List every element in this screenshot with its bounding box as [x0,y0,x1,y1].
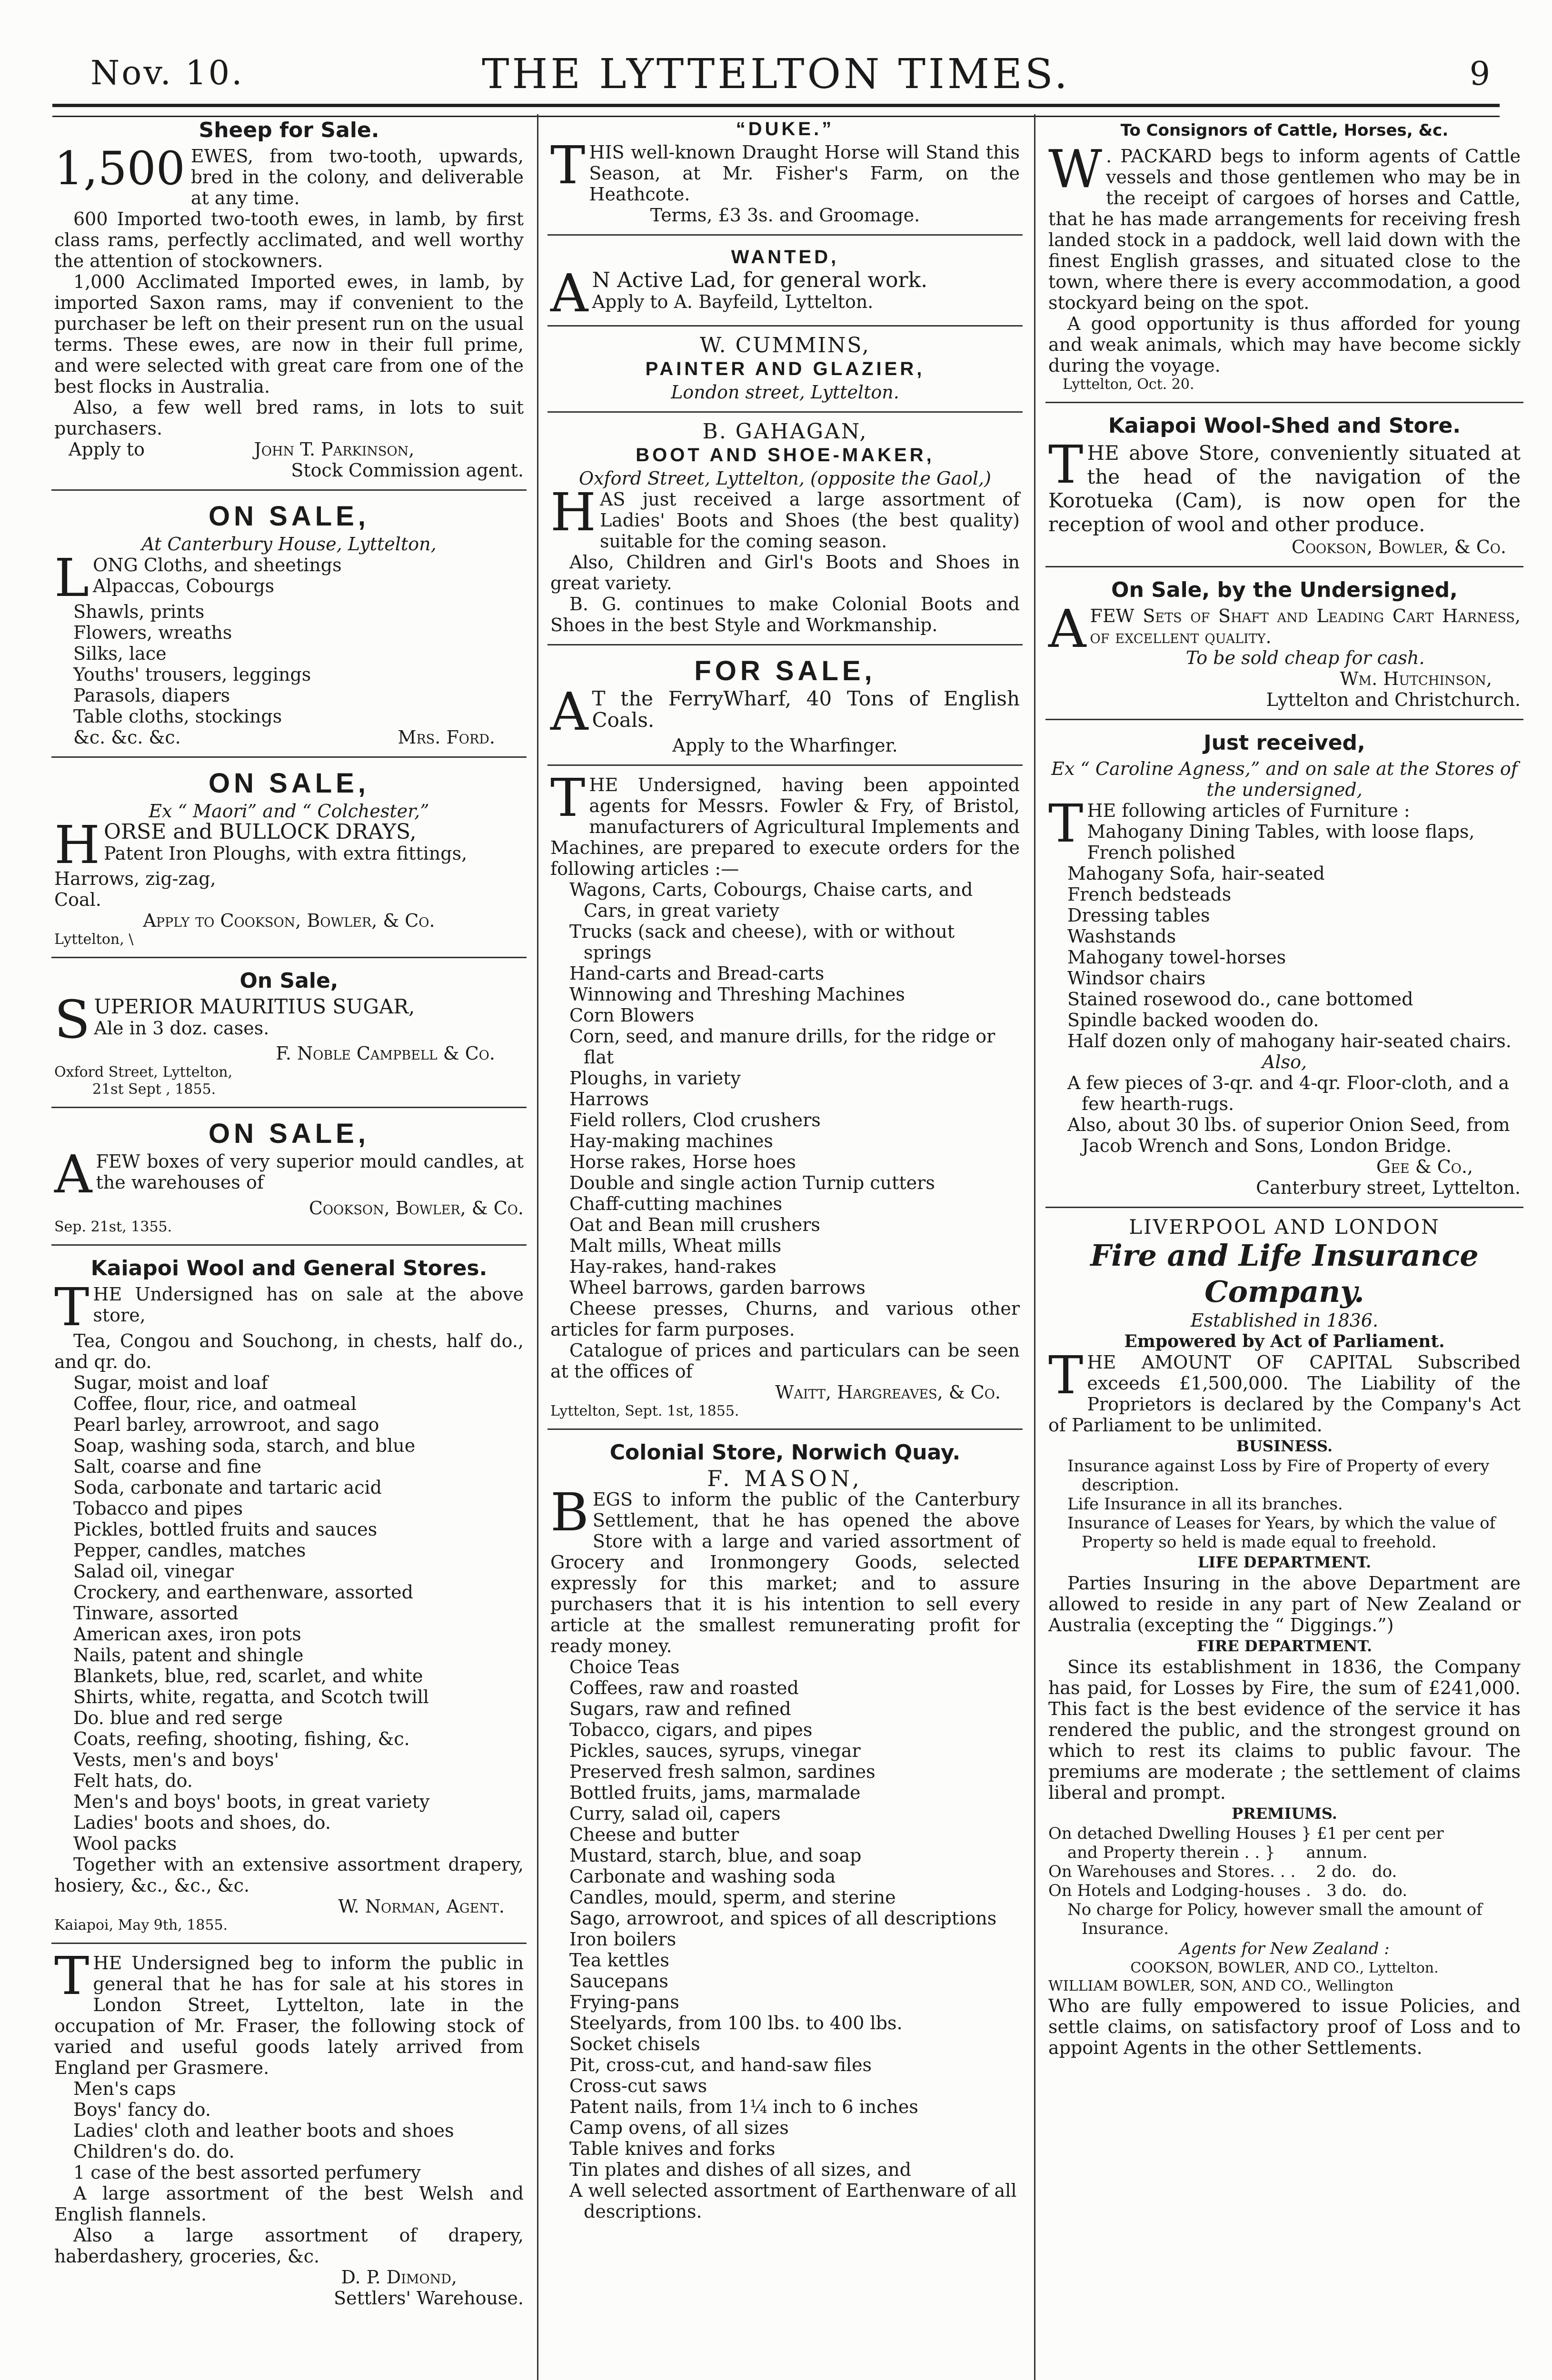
column-2 [547,114,1023,2380]
list-item: Harrows [569,1089,649,1110]
ad-text: ORSE and BULLOCK DRAYS, [103,820,417,844]
ad-address: Oxford Street, Lyttelton, (opposite the Gaol,) [579,468,991,489]
ad-for-sale-coals [547,652,1023,766]
ad-text: ONG Cloths, and sheetings [93,555,342,575]
ad-heading: W. CUMMINS, [700,333,870,357]
ad-sheep-for-sale [51,114,527,491]
list-item: Preserved fresh salmon, sardines [569,1761,875,1782]
ad-duke-horse [547,114,1023,236]
list-item: Steelyards, from 100 lbs. to 400 lbs. [569,2013,903,2033]
ad-signature-title: Settlers' Warehouse. [334,2288,524,2309]
ad-text: Ale in 3 doz. cases. [94,1018,269,1039]
ad-text: A good opportunity is thus afforded for young and weak animals, which may have become sickly during the voyage. [1048,313,1521,376]
apply-line: Apply to A. Bayfeild, Lyttelton. [592,291,874,312]
ad-note: To be sold cheap for cash. [1185,647,1425,668]
list-item: Windsor chairs [1067,968,1206,989]
list-item: Pickles, bottled fruits and sauces [73,1519,378,1540]
ad-settlers-warehouse [51,1945,527,2317]
ad-b-gahagan [547,419,1023,645]
drop-cap: A [550,681,588,742]
list-item: Blankets, blue, red, scarlet, and white [73,1666,423,1686]
ad-address: Oxford Street, Lyttelton, [54,1064,233,1081]
list-item: Sago, arrowroot, and spices of all descriptions [569,1908,997,1929]
ad-heading: Just received, [1204,731,1365,755]
list-item: Sugar, moist and loaf [73,1372,268,1393]
ad-subheading: At Canterbury House, Lyttelton, [141,534,437,555]
list-item: Shirts, white, regatta, and Scotch twill [73,1686,429,1707]
established-line: Established in 1836. [1190,1310,1379,1331]
ad-text: UPERIOR MAURITIUS SUGAR, [94,995,415,1018]
drop-cap: T [550,767,586,828]
drop-cap: A [1048,598,1086,659]
list-item: Cheese and butter [569,1824,739,1845]
section-business: BUSINESS. [1236,1437,1333,1455]
list-item: Shawls, prints [73,601,205,622]
list-item: Vests, men's and boys' [73,1749,279,1770]
ad-date: 21st Sept , 1855. [92,1081,216,1098]
ad-text: HE Undersigned beg to inform the public in general that he has for sale at his stores in London Street, Lyttelton, late in the occupation of Mr. Fraser, the following stock of varied and useful goods lately arrived from England per Grasmere. [54,1953,524,2078]
ad-signature: F. Noble Campbell & Co. [276,1043,495,1064]
list-item: Patent nails, from 1¼ inch to 6 inches [569,2096,918,2117]
ad-colonial-store [547,1437,1023,2231]
issue-date: Nov. 10. [90,53,244,92]
ad-signature: Waitt, Hargreaves, & Co. [775,1382,1001,1403]
ad-text: HIS well-known Draught Horse will Stand this Season, at Mr. Fisher's Farm, on the Heathcote. [589,142,1020,205]
ad-text: HE above Store, conveniently situated at the head of the navigation of the Korotueka (Cam), is now open for the reception of wool and other produce. [1048,441,1521,536]
list-item: American axes, iron pots [73,1624,301,1645]
ad-heading: To Consignors of Cattle, Horses, &c. [1120,121,1449,140]
ad-proprietor: F. MASON, [707,1466,863,1491]
ad-text: Since its establishment in 1836, the Company has paid, for Losses by Fire, the sum of £241,000. This fact is the best evidence of the service it has rendered the public, and the strongest ground on which to rest its claims to public favour. The premiums are moderate ; the settlement of claims liberal and prompt. [1048,1656,1521,1803]
list-item: Men's caps [73,2078,176,2099]
list-item: Malt mills, Wheat mills [569,1235,782,1256]
drop-cap: A [550,263,588,324]
ad-date: Sep. 21st, 1355. [54,1219,172,1235]
premium-row: On Hotels and Lodging-houses . 3 do. do. [1048,1881,1408,1900]
ad-heading: B. GAHAGAN, [702,419,868,444]
premium-note: No charge for Policy, however small the amount of Insurance. [1067,1900,1482,1938]
list-item: Frying-pans [569,1992,679,2013]
ad-text: Also, about 30 lbs. of superior Onion Seed, from Jacob Wrench and Sons, London Bridge. [1067,1114,1510,1156]
column-1 [51,114,527,2380]
list-item: Felt hats, do. [73,1770,193,1791]
column-rule-1 [537,114,538,2380]
ad-text: FEW boxes of very superior mould candles, at the warehouses of [96,1151,524,1193]
list-item: Carbonate and washing soda [569,1866,836,1887]
business-item: Insurance against Loss by Fire of Property of every description. [1067,1457,1490,1495]
apply-line: Apply to the Wharfinger. [672,735,898,756]
business-item: Life Insurance in all its branches. [1067,1495,1343,1514]
list-item: Alpaccas, Cobourgs [93,575,275,596]
drop-cap: T [1048,1345,1084,1406]
agent-title: Stock Commission agent. [291,460,524,481]
ad-text: Patent Iron Ploughs, with extra fittings, [103,843,468,864]
ad-date: Lyttelton, Sept. 1st, 1855. [550,1403,739,1419]
list-item: Ladies' cloth and leather boots and shoes [73,2120,454,2141]
list-item: Soda, carbonate and tartaric acid [73,1477,382,1498]
list-item: Ploughs, in variety [569,1068,741,1089]
ad-text: B. G. continues to make Colonial Boots and Shoes in the best Style and Workmanship. [550,594,1020,635]
ad-signature: W. Norman, Agent. [338,1896,505,1917]
ad-text: . PACKARD begs to inform agents of Cattle vessels and those gentlemen who may be in the receipt of cargoes of horses and Cattle, that he has made arrangements for receiving fresh landed stock in a paddock, well laid down with the finest English grasses, and situated close to the town, where there is every accommodation, a good stockyard being on the spot. [1048,146,1521,313]
newspaper-title: THE LYTTELTON TIMES. [482,50,1070,98]
column-rule-2 [1034,114,1035,2380]
ad-text: Who are fully empowered to issue Policies, and settle claims, on satisfactory proof of Loss and to appoint Agents in the other Settlements. [1048,1995,1521,2058]
ad-signature-place: Canterbury street, Lyttelton. [1256,1177,1521,1198]
ad-text: Together with an extensive assortment drapery, hosiery, &c., &c., &c. [54,1854,524,1896]
drop-cap: A [54,1144,92,1205]
ad-horse-and-bullock-drays [51,764,527,958]
ad-text: Parties Insuring in the above Department are allowed to reside in any part of New Zealand or Australia (excepting the “ Diggings.”) [1048,1573,1521,1636]
ad-cart-harness [1045,574,1523,720]
list-item: Table cloths, stockings [73,706,282,727]
ad-text: FEW Sets of Shaft and Leading Cart Harness, of excellent quality. [1090,605,1521,647]
list-item: Tobacco, cigars, and pipes [569,1719,813,1740]
drop-cap: S [54,989,90,1050]
ad-text: HE following articles of Furniture : [1087,800,1410,821]
ad-mould-candles [51,1115,527,1246]
list-item: Parasols, diapers [73,685,230,706]
list-item: French bedsteads [1067,884,1232,905]
ad-furniture-just-received [1045,727,1523,1208]
ad-text: Catalogue of prices and particulars can be seen at the offices of [550,1340,1020,1382]
agent-name: John T. Parkinson, [254,439,415,460]
ad-text: Cheese presses, Churns, and various other articles for farm purposes. [550,1298,1020,1340]
list-item: Soap, washing soda, starch, and blue [73,1435,416,1456]
agents-heading: Agents for New Zealand : [1179,1939,1390,1958]
list-item: Flowers, wreaths [73,622,232,643]
ad-text: 1,000 Acclimated Imported ewes, in lamb, by imported Saxon rams, may if convenient to the purchaser be left on their present run on the usual terms. These ewes, are now in their full prime, and were selected with great care from one of the best flocks in Australia. [54,271,524,397]
ad-text: EWES, from two-tooth, upwards, bred in the colony, and deliverable at any time. [190,146,524,208]
drop-cap: T [1048,793,1084,854]
list-item: Coats, reefing, shooting, fishing, &c. [73,1728,410,1749]
list-item: Ladies' boots and shoes, do. [73,1812,331,1833]
ad-liverpool-london-insurance [1045,1215,1523,2067]
ad-text: Also a large assortment of drapery, haberdashery, groceries, &c. [54,2225,524,2267]
list-item: Salt, coarse and fine [73,1456,262,1477]
agent-line: COOKSON, BOWLER, AND CO., Lyttelton. [1130,1960,1439,1976]
ad-heading: Colonial Store, Norwich Quay. [609,1440,961,1465]
list-item: A well selected assortment of Earthenware of all descriptions. [569,2180,1017,2222]
ad-text: HE Undersigned, having been appointed agents for Messrs. Fowler & Fry, of Bristol, manufacturers of Agricultural Implements and Machines, are prepared to execute orders for the following articles :— [550,774,1020,879]
drop-cap: T [550,135,586,196]
masthead [52,46,1500,103]
column-3 [1045,114,1523,2380]
page-number: 9 [1469,55,1490,93]
agent-line: WILLIAM BOWLER, SON, AND CO., Wellington [1048,1978,1394,1994]
list-item: Boys' fancy do. [73,2099,211,2120]
ad-text: AS just received a large assortment of Ladies' Boots and Shoes (the best quality) suitable for the coming season. [599,489,1020,552]
ad-text: 1 case of the best assorted perfumery [73,2162,421,2183]
list-item: Half dozen only of mahogany hair-seated chairs. [1067,1031,1512,1051]
ad-heading: LIVERPOOL AND LONDON [1129,1215,1440,1239]
ad-text: Harrows, zig-zag, [54,868,216,889]
ad-subheading: Ex “ Caroline Agness,” and on sale at the Stores of the undersigned, [1051,758,1518,800]
drop-cap: L [54,547,90,608]
empowered-line: Empowered by Act of Parliament. [1124,1331,1445,1351]
ad-terms: Terms, £3 3s. and Groomage. [650,205,920,226]
ad-w-cummins [547,333,1023,413]
list-item: Corn Blowers [569,1005,695,1026]
list-item: Coffees, raw and roasted [569,1677,799,1698]
list-item: Candles, mould, sperm, and sterine [569,1887,896,1908]
list-item: Mahogany Sofa, hair-seated [1067,863,1325,884]
ad-place: Lyttelton, \ [54,931,134,948]
list-item: Salad oil, vinegar [73,1561,234,1582]
list-item: Dressing tables [1067,905,1210,926]
list-item: Tinware, assorted [73,1603,239,1624]
list-item: Table knives and forks [569,2138,776,2159]
ad-text: N Active Lad, for general work. [592,268,928,292]
list-item: Choice Teas [569,1656,680,1677]
list-item: Field rollers, Clod crushers [569,1110,821,1130]
ad-heading: Kaiapoi Wool-Shed and Store. [1108,414,1461,438]
list-item: Do. blue and red serge [73,1707,283,1728]
ad-mauritius-sugar [51,965,527,1108]
company-name: Fire and Life Insurance Company. [1090,1238,1479,1309]
ad-agricultural-implements [547,767,1023,1430]
list-item: Coffee, flour, rice, and oatmeal [73,1393,357,1414]
business-item: Insurance of Leases for Years, by which the value of Property so held is made equal to freehold. [1067,1514,1496,1552]
ad-heading: Kaiapoi Wool and General Stores. [90,1256,487,1280]
list-item: Spindle backed wooden do. [1067,1010,1319,1031]
list-item: Stained rosewood do., cane bottomed [1067,989,1413,1010]
list-item: &c. &c. &c. [73,727,181,748]
list-item: Saucepans [569,1971,668,1992]
section-fire: FIRE DEPARTMENT. [1196,1637,1373,1655]
ad-packard-cattle [1045,114,1523,403]
ad-heading: WANTED, [731,247,839,268]
ad-heading: ON SALE, [209,768,369,799]
list-item: Hand-carts and Bread-carts [569,963,825,984]
list-item: Crockery, and earthenware, assorted [73,1582,413,1603]
list-item: Wool packs [73,1833,177,1854]
list-item: Tobacco and pipes [73,1498,243,1519]
ad-on-sale-canterbury-house [51,497,527,758]
list-item: Youths' trousers, leggings [73,664,311,685]
list-item: Sugars, raw and refined [569,1698,791,1719]
ad-heading: On Sale, [239,969,338,993]
ad-text: HE Undersigned has on sale at the above store, [93,1284,524,1326]
list-item: Silks, lace [73,643,167,664]
ad-heading: On Sale, by the Undersigned, [1111,578,1458,602]
ad-date: Lyttelton, Oct. 20. [1063,376,1194,393]
ad-also: Also, [1262,1051,1307,1072]
list-item: Pearl barley, arrowroot, and sago [73,1414,379,1435]
premium-row: and Property therein . . } annum. [1067,1843,1368,1862]
ad-address: London street, Lyttelton. [671,382,899,403]
list-item: Wagons, Carts, Cobourgs, Chaise carts, and Cars, in great variety [569,879,973,921]
ad-text: Coal. [54,889,101,910]
ad-trade: PAINTER AND GLAZIER, [645,358,925,379]
ad-text: 600 Imported two-tooth ewes, in lamb, by first class rams, perfectly acclimated, and well worthy the attention of stockowners. [54,208,524,271]
list-item: Tea kettles [569,1950,669,1971]
ad-heading: ON SALE, [209,501,369,532]
drop-cap: T [54,1277,90,1338]
ad-signature: D. P. Dimond, [341,2267,457,2288]
list-item: Cross-cut saws [569,2075,707,2096]
list-item: Wheel barrows, garden barrows [569,1277,866,1298]
drop-cap: T [1048,434,1084,495]
list-item: Hay-making machines [569,1130,773,1151]
ad-wanted [547,242,1023,327]
list-item: Men's and boys' boots, in great variety [73,1791,430,1812]
ad-kaiapoi-wool-general-stores [51,1252,527,1944]
apply-label: Apply to [69,439,145,460]
list-item: Curry, salad oil, capers [569,1803,781,1824]
drop-cap: T [54,1945,90,2006]
list-item: Trucks (sack and cheese), with or without springs [569,921,955,963]
ad-trade: BOOT AND SHOE-MAKER, [636,445,935,466]
ad-subheading: Ex “ Maori” and “ Colchester,” [149,801,429,822]
list-item: Mahogany towel-horses [1067,947,1286,968]
list-item: Double and single action Turnip cutters [569,1172,935,1193]
list-item: Nails, patent and shingle [73,1645,304,1666]
drop-cap: B [550,1482,589,1543]
ad-signature: Cookson, Bowler, & Co. [308,1198,524,1219]
list-item: Bottled fruits, jams, marmalade [569,1782,861,1803]
apply-line: Apply to Cookson, Bowler, & Co. [143,910,435,931]
list-item: Oat and Bean mill crushers [569,1214,820,1235]
list-item: Hay-rakes, hand-rakes [569,1256,776,1277]
list-item: Mahogany Dining Tables, with loose flaps, French polished [1087,821,1475,863]
drop-number: 1,500 [54,142,185,195]
drop-cap: H [550,482,596,543]
list-item: Horse rakes, Horse hoes [569,1151,796,1172]
ad-signature-place: Lyttelton and Christchurch. [1266,689,1521,710]
ad-kaiapoi-wool-shed [1045,410,1523,567]
ad-heading: Sheep for Sale. [199,118,379,142]
ad-text: Tea, Congou and Souchong, in chests, half do., and qr. do. [54,1330,524,1372]
ad-text: A few pieces of 3-qr. and 4-qr. Floor-cloth, and a few hearth-rugs. [1067,1072,1510,1114]
ad-text: Also, Children and Girl's Boots and Shoes in great variety. [550,552,1020,594]
ad-heading: FOR SALE, [694,655,876,686]
list-item: Socket chisels [569,2033,700,2054]
ad-heading: ON SALE, [209,1118,369,1149]
list-item: Winnowing and Threshing Machines [569,984,905,1005]
ad-text: A large assortment of the best Welsh and English flannels. [54,2183,524,2225]
list-item: Corn, seed, and manure drills, for the ridge or flat [569,1026,995,1068]
ad-text: HE AMOUNT OF CAPITAL Subscribed exceeds £1,500,000. The Liability of the Proprietors is declared by the Company's Act of Parliament to be unlimited. [1048,1352,1521,1436]
list-item: Pit, cross-cut, and hand-saw files [569,2054,872,2075]
ad-signature: Cookson, Bowler, & Co. [1291,536,1506,557]
drop-cap: W [1048,139,1103,199]
list-item: Pepper, candles, matches [73,1540,306,1561]
list-item: Mustard, starch, blue, and soap [569,1845,862,1866]
list-item: Iron boilers [569,1929,677,1950]
list-item: Chaff-cutting machines [569,1193,783,1214]
ad-date: Kaiapoi, May 9th, 1855. [54,1917,228,1934]
ad-signature: Gee & Co., [1376,1156,1473,1177]
list-item: Camp ovens, of all sizes [569,2117,789,2138]
section-premiums: PREMIUMS. [1232,1805,1337,1823]
drop-cap: H [54,814,100,875]
premium-row: On Warehouses and Stores. . . 2 do. do. [1048,1862,1397,1881]
ad-heading: “DUKE.” [736,119,835,139]
list-item: Tin plates and dishes of all sizes, and [569,2159,911,2180]
list-item: Washstands [1067,926,1176,947]
list-item: Children's do. do. [73,2141,235,2162]
premium-row: On detached Dwelling Houses } £1 per cent per [1048,1824,1444,1843]
list-item: Pickles, sauces, syrups, vinegar [569,1740,861,1761]
ad-text: T the FerryWharf, 40 Tons of English Coals. [592,687,1020,732]
ad-signature: Mrs. Ford. [398,727,495,748]
ad-text: EGS to inform the public of the Canterbury Settlement, that he has opened the above Store with a large and varied assortment of Grocery and Ironmongery Goods, selected expressly for this market; and to assure purchasers that it is his intention to sell every article at the smallest remunerating profit for ready money. [550,1489,1020,1656]
ad-text: Also, a few well bred rams, in lots to suit purchasers. [54,397,524,439]
section-life: LIFE DEPARTMENT. [1197,1553,1372,1571]
ad-signature: Wm. Hutchinson, [1340,668,1492,689]
